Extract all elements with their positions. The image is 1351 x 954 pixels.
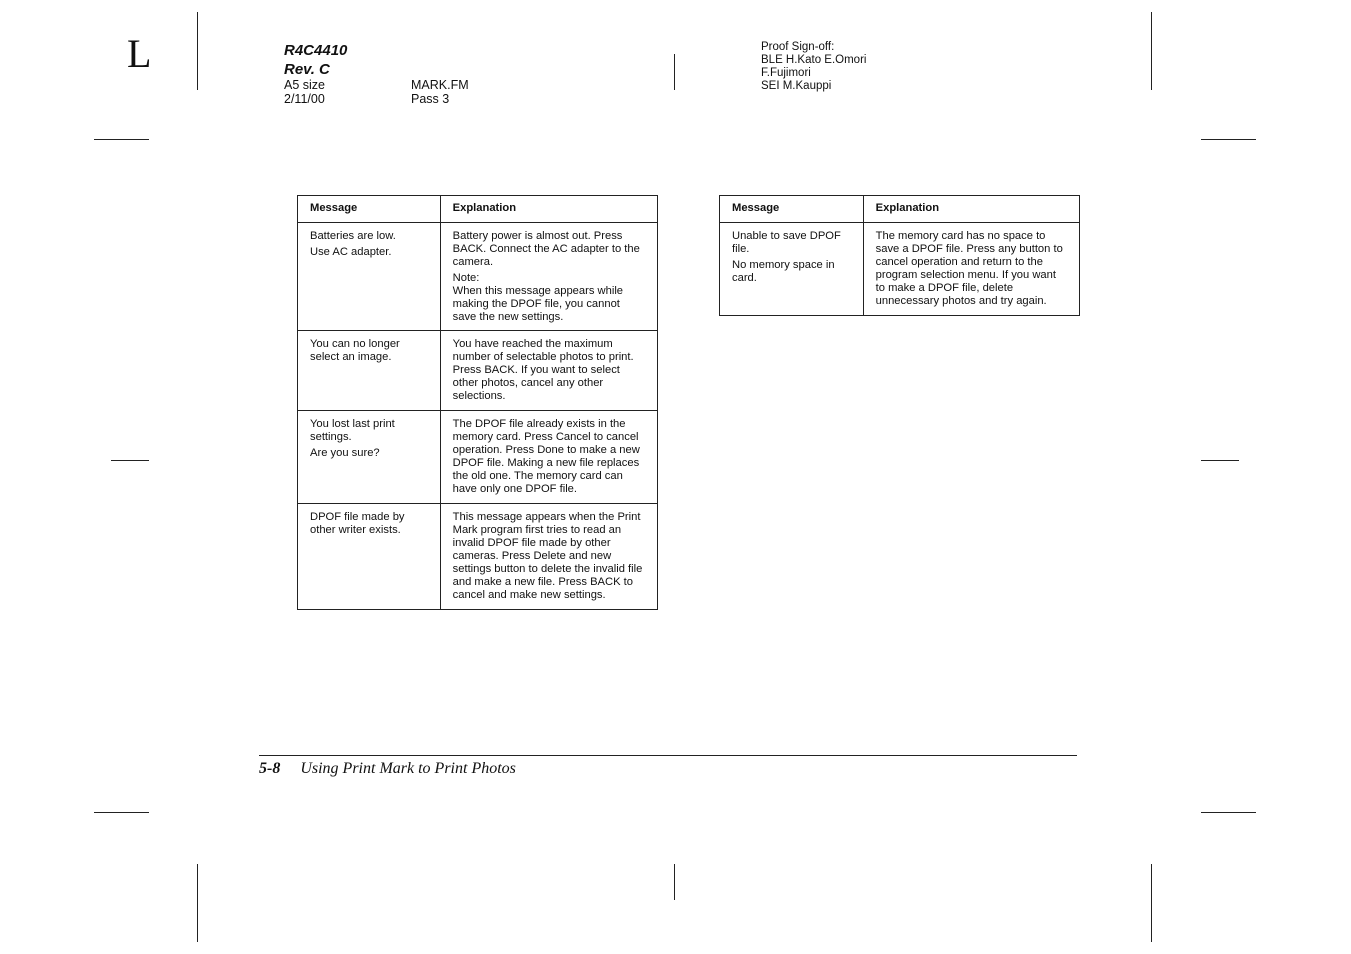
- explanation-note: Note: When this message appears while making the DPOF file, you cannot save the new settings.: [452, 272, 624, 323]
- message-text: DPOF file made by other writer exists.: [310, 511, 405, 536]
- crop-mark: [197, 12, 198, 90]
- message-cell: [720, 223, 864, 316]
- proof-signoff: [761, 41, 866, 93]
- explanation-cell: [863, 223, 1079, 316]
- message-cell: [298, 411, 441, 504]
- revision: Rev. C: [284, 61, 330, 78]
- message-text: Batteries are low.: [310, 230, 396, 242]
- corner-letter: L: [127, 31, 152, 76]
- crop-mark: [94, 812, 149, 813]
- explanation-cell: [440, 331, 657, 411]
- table-row: [298, 223, 658, 331]
- explanation-text: Battery power is almost out. Press BACK. Connect the AC adapter to the camera.: [452, 230, 640, 268]
- crop-mark: [1201, 812, 1256, 813]
- message-cell: [298, 504, 441, 610]
- table-row: [298, 411, 658, 504]
- footer-rule: [259, 755, 1077, 756]
- explanation-text: You have reached the maximum number of selectable photos to print. Press BACK. If you want to select other photos, cancel any other selections.: [452, 338, 634, 402]
- running-footer: [259, 760, 516, 778]
- crop-mark: [674, 864, 675, 900]
- crop-mark: [111, 460, 149, 461]
- crop-mark: [1201, 460, 1239, 461]
- proof-line: BLE H.Kato E.Omori: [761, 54, 867, 66]
- table-header-row: [720, 196, 1080, 223]
- message-cell: [298, 331, 441, 411]
- message-text: No memory space in card.: [732, 259, 835, 284]
- crop-mark: [674, 54, 675, 90]
- table-row: [720, 223, 1080, 316]
- crop-mark: [197, 864, 198, 942]
- proof-line: Proof Sign-off:: [761, 41, 835, 53]
- message-text: Unable to save DPOF file.: [732, 230, 841, 255]
- message-text: Use AC adapter.: [310, 246, 392, 258]
- message-cell: [298, 223, 441, 331]
- crop-mark: [94, 139, 149, 140]
- message-text: You can no longer select an image.: [310, 338, 400, 363]
- crop-mark: [1151, 12, 1152, 90]
- explanation-text: The memory card has no space to save a DPOF file. Press any button to cancel operation and return to the program selection menu. If you want to make a DPOF file, delete unnecessary photos and try again.: [875, 230, 1063, 307]
- file-name: MARK.FM: [411, 78, 469, 92]
- document-id: [284, 41, 347, 79]
- column-header-explanation: Explanation: [863, 196, 1079, 223]
- crop-mark: [1151, 864, 1152, 942]
- column-header-message: Message: [298, 196, 441, 223]
- pass-number: Pass 3: [411, 92, 450, 106]
- explanation-text: This message appears when the Print Mark program first tries to read an invalid DPOF file made by other cameras. Press Delete and new settings button to delete the invalid file and make a new file. Press BACK to cancel and make new settings.: [452, 511, 643, 601]
- explanation-cell: [440, 223, 657, 331]
- page-number: 5-8: [259, 760, 281, 777]
- message-text: Are you sure?: [310, 447, 380, 459]
- message-table-right: [719, 195, 1080, 316]
- message-table-left: [297, 195, 658, 610]
- table-row: [298, 504, 658, 610]
- explanation-cell: [440, 411, 657, 504]
- column-header-message: Message: [720, 196, 864, 223]
- message-text: You lost last print settings.: [310, 418, 395, 443]
- doc-code: R4C4410: [284, 42, 348, 59]
- table-row: [298, 331, 658, 411]
- proof-line: SEI M.Kauppi: [761, 80, 832, 92]
- column-header-explanation: Explanation: [440, 196, 657, 223]
- table-header-row: [298, 196, 658, 223]
- print-date: 2/11/00: [284, 92, 325, 106]
- chapter-title: Using Print Mark to Print Photos: [300, 760, 516, 777]
- page-size: A5 size: [284, 78, 325, 92]
- crop-mark: [1201, 139, 1256, 140]
- proof-line: F.Fujimori: [761, 67, 811, 79]
- explanation-text: The DPOF file already exists in the memory card. Press Cancel to cancel operation. Press Done to make a new DPOF file. Making a new file replaces the old one. The memory card can have only one DPOF file.: [452, 418, 640, 495]
- explanation-cell: [440, 504, 657, 610]
